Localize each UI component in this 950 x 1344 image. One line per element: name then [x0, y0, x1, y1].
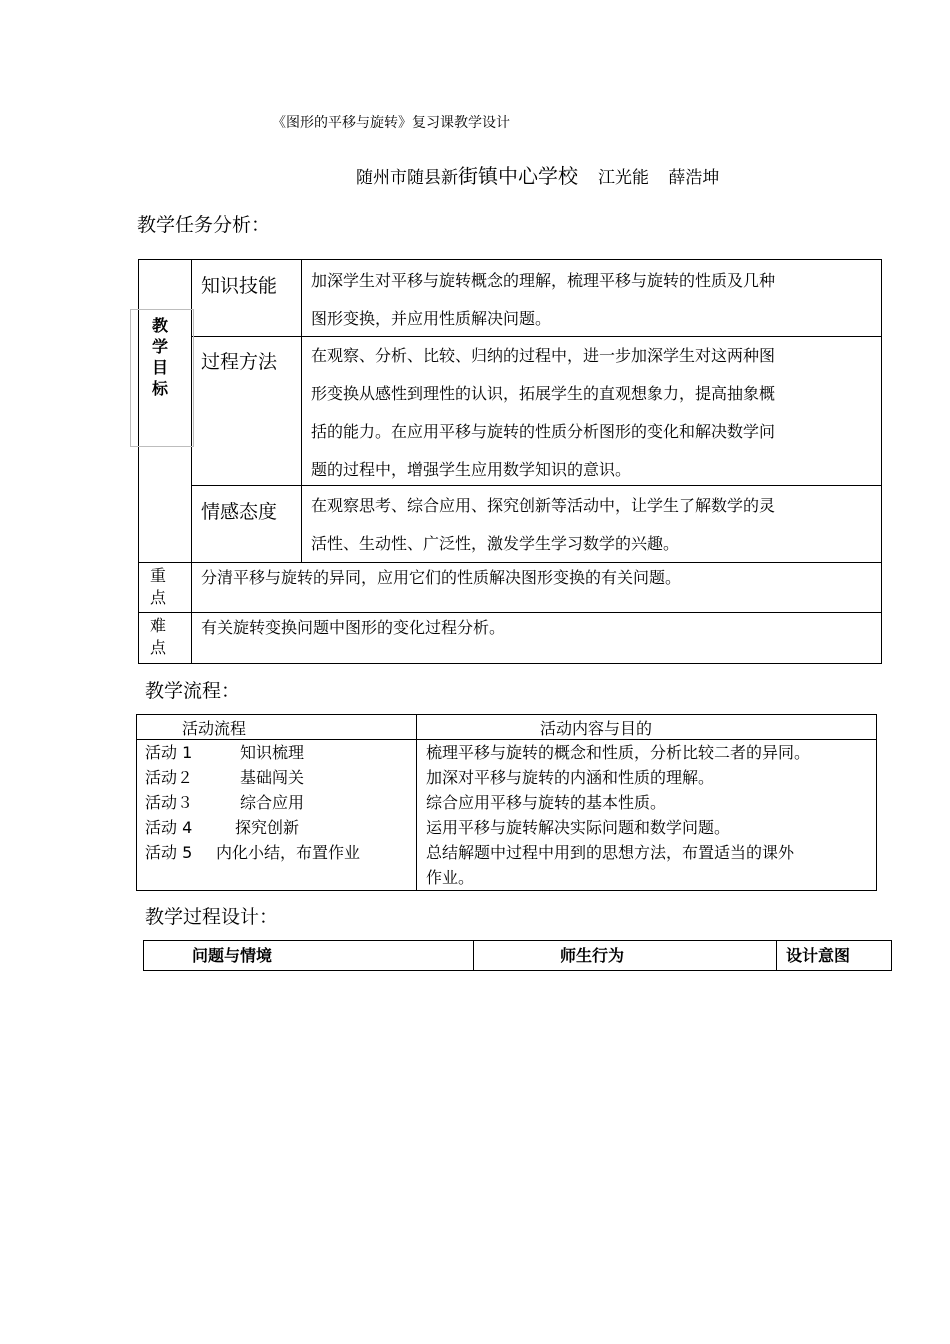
list-item: 活动２: [145, 768, 194, 787]
flow-contents: [426, 740, 810, 890]
section-heading-process-design: 教学过程设计：: [145, 906, 279, 928]
goal-label-process: 过程方法: [201, 351, 278, 373]
goal-label-knowledge: 知识技能: [201, 275, 278, 297]
difficult-point-text: 有关旋转变换问题中图形的变化过程分析。: [201, 618, 506, 637]
list-item: 作业。: [426, 868, 475, 887]
author-names: 江光能 薛浩坤: [598, 168, 720, 188]
list-item: 运用平移与旋转解决实际问题和数学问题。: [426, 818, 731, 837]
list-item: 活动 4: [145, 818, 193, 837]
goal-label-attitude: 情感态度: [201, 501, 278, 523]
list-item: 活动 1: [145, 743, 193, 762]
author-school-b: 街镇中心学校: [458, 164, 578, 188]
list-item: 梳理平移与旋转的概念和性质，分析比较二者的异同。: [426, 743, 811, 762]
flow-header-activity: 活动流程: [182, 719, 247, 738]
list-item: 加深对平移与旋转的内涵和性质的理解。: [426, 768, 715, 787]
section-heading-teaching-flow: 教学流程：: [145, 680, 241, 702]
goal-text-process: 在观察、分析、比较、归纳的过程中，进一步加深学生对这两种图 形变换从感性到理性的认识，拓展学生的直观想象力，提高抽象概 括的能力。在应用平移与旋转的性质分析图形的变化和解决数学问 题的过程中，增强学生应用数学知识的意识。: [311, 346, 776, 479]
flow-activity-numbers: [145, 740, 193, 865]
flow-activity-name-4: 探究创新: [235, 818, 300, 837]
goals-side-label: 教 学 目 标: [151, 316, 168, 398]
author-line: [356, 160, 719, 189]
goal-text-attitude: 在观察思考、综合应用、探究创新等活动中，让学生了解数学的灵 活性、生动性、广泛性，激发学生学习数学的兴趣。: [311, 496, 776, 553]
key-point-label: 重 点: [150, 566, 167, 607]
difficult-point-label: 难 点: [150, 616, 167, 657]
document-title: 《图形的平移与旋转》复习课教学设计: [272, 115, 510, 131]
flow-activity-name-5: 内化小结，布置作业: [216, 843, 361, 862]
process-header-intent: 设计意图: [786, 946, 851, 965]
process-header-situation: 问题与情境: [192, 946, 273, 965]
flow-activity-name-2: 基础闯关: [240, 768, 305, 787]
flow-activity-name-1: 知识梳理: [240, 743, 305, 762]
goal-text-knowledge: 加深学生对平移与旋转概念的理解，梳理平移与旋转的性质及几种 图形变换，并应用性质解决问题。: [311, 271, 776, 328]
list-item: 活动 5: [145, 843, 193, 862]
list-item: 活动３: [145, 793, 194, 812]
author-school-a: 随州市随县新: [356, 168, 458, 188]
flow-header-content: 活动内容与目的: [540, 719, 653, 738]
list-item: 总结解题中过程中用到的思想方法，布置适当的课外: [426, 843, 795, 862]
list-item: 综合应用平移与旋转的基本性质。: [426, 793, 667, 812]
process-header-behavior: 师生行为: [560, 946, 625, 965]
section-heading-task-analysis: 教学任务分析：: [137, 214, 271, 236]
key-point-text: 分清平移与旋转的异同，应用它们的性质解决图形变换的有关问题。: [201, 568, 682, 587]
flow-activity-name-3: 综合应用: [240, 793, 305, 812]
